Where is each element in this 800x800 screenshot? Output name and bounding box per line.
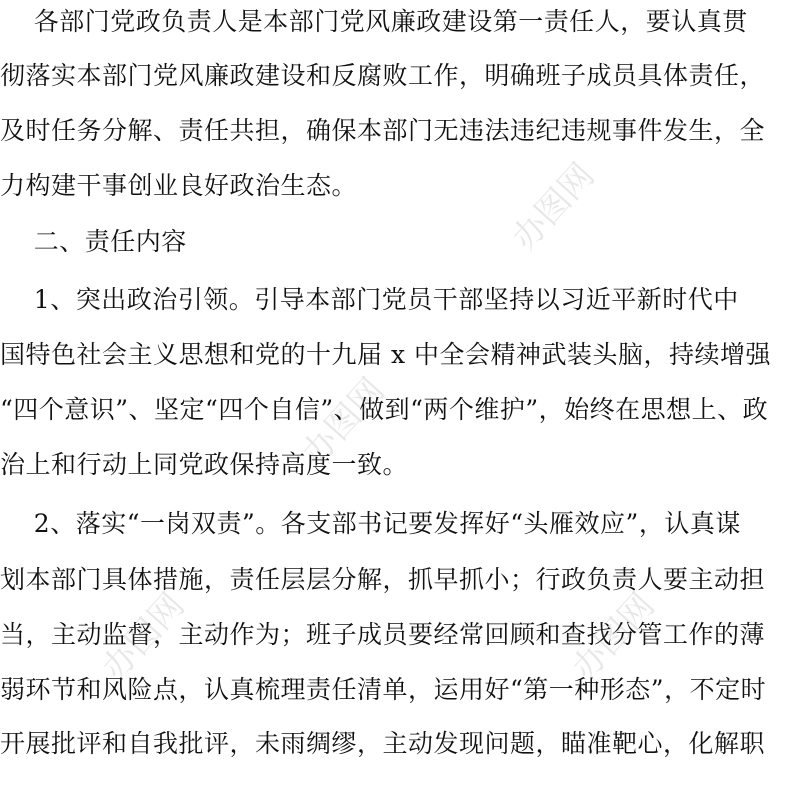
paragraph-line-12: 当，主动监督，主动作为；班子成员要经常回顾和查找分管工作的薄 — [0, 620, 766, 649]
paragraph-line-3: 及时任务分解、责任共担，确保本部门无违法违纪违规事件发生，全 — [0, 116, 766, 145]
paragraph-line-9: 治上和行动上同党政保持高度一致。 — [0, 450, 409, 479]
paragraph-line-8: “四个意识”、坚定“四个自信”、做到“两个维护”，始终在思想上、政 — [0, 395, 769, 424]
section-heading: 二、责任内容 — [0, 227, 187, 256]
paragraph-line-7: 国特色社会主义思想和党的十九届 x 中全会精神武装头脑，持续增强 — [0, 340, 771, 369]
watermark: 办图网 — [564, 585, 663, 689]
paragraph-line-13: 弱环节和风险点，认真梳理责任清单，运用好“第一种形态”，不定时 — [0, 675, 767, 704]
watermark: 办图网 — [94, 585, 193, 689]
paragraph-line-2: 彻落实本部门党风廉政建设和反腐败工作，明确班子成员具体责任， — [0, 61, 766, 90]
paragraph-line-4: 力构建干事创业良好政治生态。 — [0, 171, 358, 200]
paragraph-line-14: 开展批评和自我批评，未雨绸缪，主动发现问题，瞄准靶心，化解职 — [0, 729, 766, 758]
watermark: 办图网 — [504, 155, 603, 259]
paragraph-line-10: 2、落实“一岗双责”。各支部书记要发挥好“头雁效应”，认真谋 — [0, 509, 741, 538]
paragraph-line-11: 划本部门具体措施，责任层层分解，抓早抓小；行政负责人要主动担 — [0, 565, 766, 594]
paragraph-line-6: 1、突出政治引领。引导本部门党员干部坚持以习近平新时代中 — [0, 285, 739, 314]
paragraph-line-1: 各部门党政负责人是本部门党风廉政建设第一责任人，要认真贯 — [0, 7, 748, 36]
watermark: 办图网 — [294, 370, 393, 474]
